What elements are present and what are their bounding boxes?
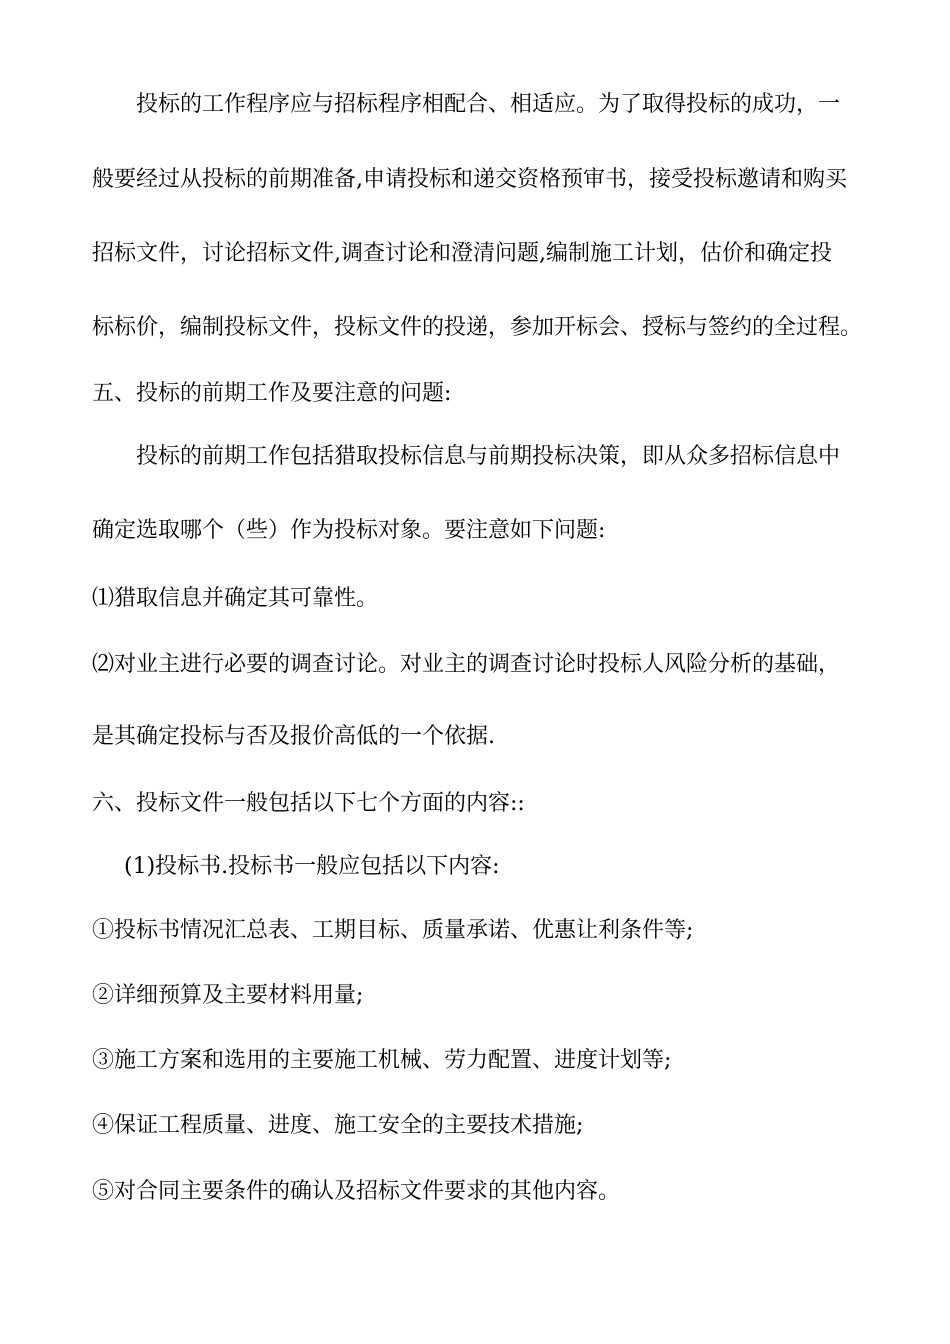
list-item: ③施工方案和选用的主要施工机械、劳力配置、进度计划等;: [92, 1048, 672, 1073]
list-item-continuation: 是其确定投标与否及报价高低的一个依据.: [92, 724, 495, 749]
section-heading-6: 六、投标文件一般包括以下七个方面的内容::: [92, 791, 525, 816]
paragraph-line: 确定选取哪个（些）作为投标对象。要注意如下问题:: [92, 518, 606, 543]
paragraph-line: 招标文件，讨论招标文件,调查讨论和澄清问题,编制施工计划，估价和确定投: [92, 241, 832, 266]
list-item: ⑤对合同主要条件的确认及招标文件要求的其他内容。: [92, 1179, 621, 1204]
list-item: ⑴猎取信息并确定其可靠性。: [92, 586, 379, 611]
list-item: ②详细预算及主要材料用量;: [92, 983, 364, 1008]
list-item: ④保证工程质量、进度、施工安全的主要技术措施;: [92, 1113, 584, 1138]
paragraph-line: 投标的工作程序应与招标程序相配合、相适应。为了取得投标的成功，一: [136, 92, 841, 117]
paragraph-line: 般要经过从投标的前期准备,申请投标和递交资格预审书，接受投标邀请和购买: [92, 167, 847, 192]
list-item: ①投标书情况汇总表、工期目标、质量承诺、优惠让利条件等;: [92, 918, 694, 943]
sub-heading: (1)投标书.投标书一般应包括以下内容:: [124, 854, 500, 879]
section-heading-5: 五、投标的前期工作及要注意的问题:: [92, 381, 452, 406]
paragraph-line: 投标的前期工作包括猎取投标信息与前期投标决策，即从众多招标信息中: [136, 444, 841, 469]
list-item: ⑵对业主进行必要的调查讨论。对业主的调查讨论时投标人风险分析的基础，: [92, 652, 841, 677]
paragraph-line: 标标价，编制投标文件，投标文件的投递，参加开标会、授标与签约的全过程。: [92, 315, 863, 340]
